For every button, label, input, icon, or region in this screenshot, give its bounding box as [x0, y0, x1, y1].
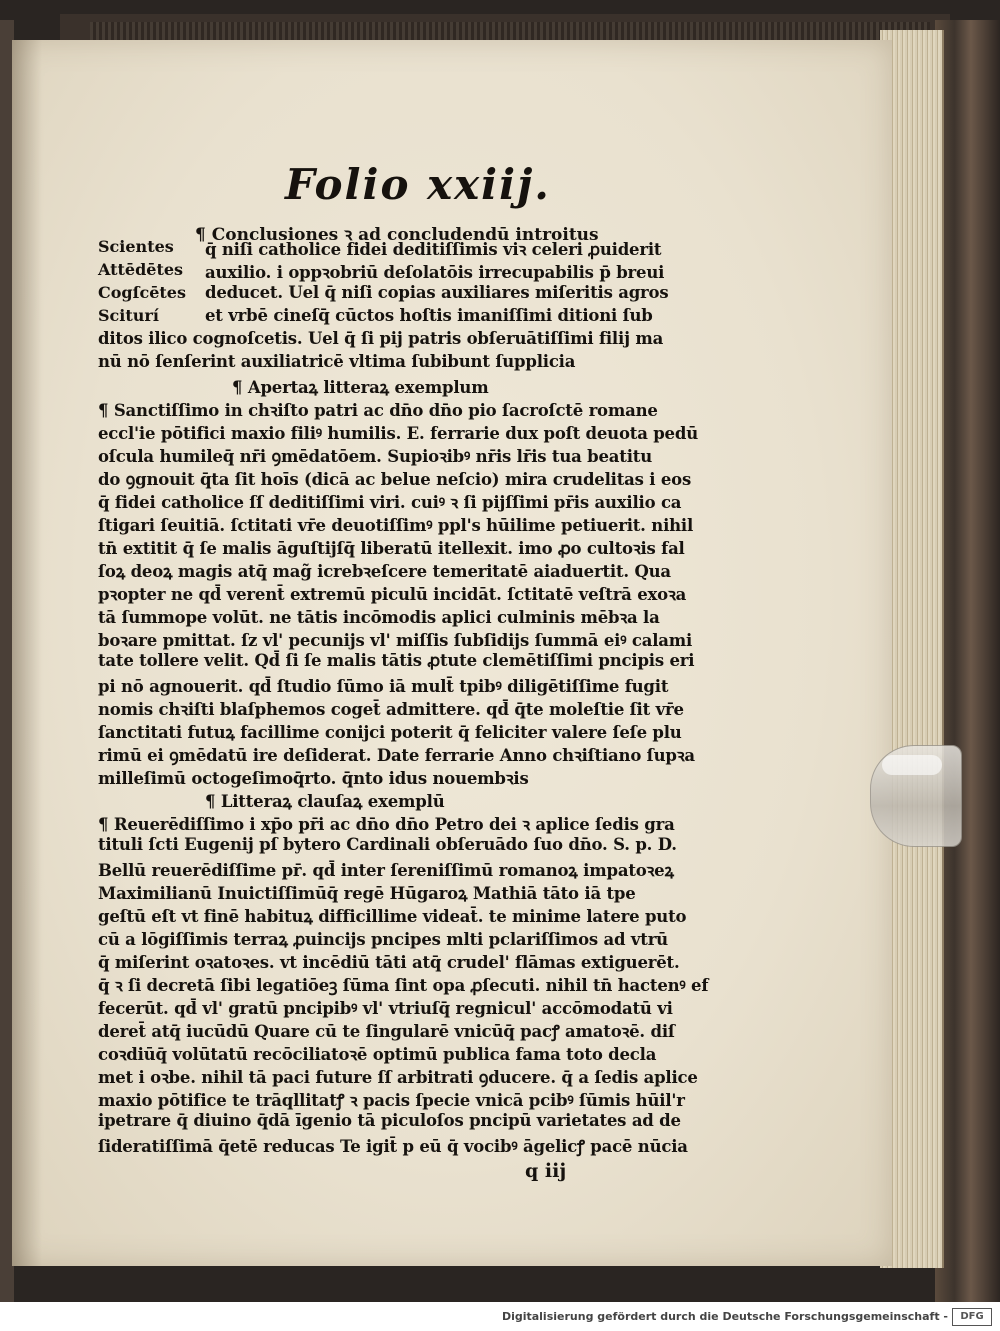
- text-line: Maximilianū Inuictiſſimūq̄ regē Hūgaroꝝ Mathiā tāto iā tpe: [98, 884, 636, 903]
- text-line: boꝛare pmittat. ſz vl' pecunijs vl' miſſis ſubſidijs ſummā eiꝰ calami: [98, 631, 693, 650]
- section-title: ¶ Litteraꝝ clauſaꝝ exemplū: [205, 792, 445, 811]
- text-line: maxio pōtifice te trāqllitatꝭ ꝛ pacis ſpecie vnicā pcibꝰ ſūmis hūil'r: [98, 1091, 685, 1110]
- book-cover-right: [935, 20, 1000, 1302]
- text-line: q̄ fidei catholice ſſ deditiſſimi viri. cuiꝰ ꝛ ſi pijſſimi pr̄is auxilio ca: [98, 493, 682, 512]
- text-line: nū nō ſenſerint auxiliatricē vltima ſubibunt ſupplicia: [98, 352, 576, 371]
- section-title: ¶ Apertaꝝ litteraꝝ exemplum: [232, 378, 489, 397]
- text-line: tate tollere velit. Qd̄ ſi ſe malis tātis ꝓtute clemētiſſimi pncipis eri: [98, 651, 695, 670]
- dfg-logo: DFG: [952, 1308, 992, 1326]
- text-line: coꝛdiūq̄ volūtatū recōciliatoꝛē optimū publica fama toto decla: [98, 1045, 657, 1064]
- text-line: auxilio. i oppꝛobriū deſolatōis irrecupabilis p̄ breui: [205, 263, 665, 282]
- section-heading: ¶ Conclusiones ꝛ ad concludendū introitus: [195, 225, 599, 245]
- text-line: milleſimū octogeſimoq̄rto. q̄nto idus nouembꝛis: [98, 769, 529, 788]
- text-line: fecerūt. qd̄ vl' gratū pncipibꝰ vl' vtriuſq̄ regnicul' accōmodatū vi: [98, 999, 673, 1018]
- text-line: Bellū reuerēdiſſime pr̄. qd̄ inter ſereniſſimū romanoꝝ impatoꝛeꝝ: [98, 861, 674, 880]
- margin-note: Attēdētes: [98, 260, 184, 279]
- text-line: do ꝯgnouit q̄ta ſit hoīs (dicā ac belue neſcio) mira crudelitas i eos: [98, 470, 692, 489]
- text-line: ditos ilico cognoſcetis. Uel q̄ ſi pij patris obſeruātiſſimi filij ma: [98, 329, 664, 348]
- folio-number: Folio xxiij.: [285, 160, 551, 209]
- text-line: et vrbē cineſq̄ cūctos hoſtis imaniſſimi ditioni ſub: [205, 306, 653, 325]
- margin-note: Cogſcētes: [98, 283, 186, 302]
- text-line: met i oꝛbe. nihil tā paci future ſſ arbitrati ꝯducere. q̄ a ſedis aplice: [98, 1068, 698, 1087]
- text-line: ſoꝝ deoꝝ magis atq̄ mag̃ icrebꝛeſcere temeritatē aiaduertit. Qua: [98, 562, 671, 581]
- text-line: nomis chꝛiſti blaſphemos coget̄ admittere. qd̄ q̄te moleſtie ſit vr̄e: [98, 700, 684, 719]
- text-line: ſideratiſſimā q̄etē reducas Te igit̄ p eū q̄ vocibꝰ āgelicꝭ pacē nūcia: [98, 1137, 688, 1156]
- text-line: ſtigari ſeuitiā. ſctitati vr̄e deuotiſſimꝰ ppl's hūilime petiuerit. nihil: [98, 516, 694, 535]
- text-line: ¶ Sanctiſſimo in chꝛiſto patri ac dn̄o dn̄o pio ſacroſctē romane: [98, 401, 658, 420]
- page-clip-highlight: [882, 755, 942, 775]
- text-line: tituli ſcti Eugenij pſ bytero Cardinali obſeruādo ſuo dn̄o. S. p. D.: [98, 835, 677, 854]
- text-line: pi nō agnouerit. qd̄ ſtudio ſūmo iā mult̄ tpibꝰ diligētiſſime fugit: [98, 677, 669, 696]
- text-line: cū a lōgiſſimis terraꝝ ꝓuincijs pncipes mlti pclariſſimos ad vtrū: [98, 930, 668, 949]
- footer-credit: Digitalisierung gefördert durch die Deutsche Forschungsgemeinschaft -: [501, 1310, 948, 1323]
- text-line: deducet. Uel q̄ niſi copias auxiliares miſeritis agros: [205, 283, 669, 302]
- text-line: q̄ niſi catholice fidei deditiſſimis viꝛ celeri ꝓuiderit: [205, 240, 662, 259]
- text-line: geſtū eſt vt finē habituꝝ difficillime videat̄. te minime latere puto: [98, 907, 687, 926]
- text-line: oſcula humileq̄ nr̄i ꝯmēdatōem. Supioꝛibꝰ nr̄is lr̄is tua beatitu: [98, 447, 652, 466]
- text-line: ¶ Reuerēdiſſimo i xp̄o pr̄i ac dn̄o dn̄o Petro dei ꝛ aplice ſedis gra: [98, 815, 675, 834]
- text-line: deret̄ atq̄ iucūdū Quare cū te ſingularē vnicūq̄ pacꝭ amatoꝛē. diſ: [98, 1022, 675, 1041]
- signature-mark: q iij: [525, 1160, 567, 1182]
- text-line: pꝛopter ne qd̄ verent̄ extremū piculū incidāt. ſctitatē veſtrā exoꝛa: [98, 585, 687, 604]
- footer-bar: [0, 1302, 1000, 1331]
- text-line: rimū ei ꝯmēdatū ire deſiderat. Date ferrarie Anno chꝛiſtiano ſupꝛa: [98, 746, 695, 765]
- margin-note: Scientes: [98, 237, 174, 256]
- text-line: tn̄ extitit q̄ ſe malis āguſtijſq̄ liberatū itellexit. imo ꝓo cultoꝛis fal: [98, 539, 685, 558]
- text-line: ipetrare q̄ diuino q̄dā īgenio tā piculoſos pncipū varietates ad de: [98, 1111, 681, 1130]
- text-line: ſanctitati futuꝝ facillime conijci poterit q̄ feliciter valere ſeſe plu: [98, 723, 682, 742]
- text-line: q̄ miſerint oꝛatoꝛes. vt incēdiū tāti atq̄ crudel' flāmas extiguerēt.: [98, 953, 680, 972]
- text-line: tā ſummope volūt. ne tātis incōmodis aplici culminis mēbꝛa la: [98, 608, 660, 627]
- margin-note: Sciturí: [98, 306, 159, 325]
- text-line: q̄ ꝛ ſi decretā ſibi legatiōeꝫ ſūma ſint opa ꝓſecuti. nihil tn̄ hactenꝰ ef: [98, 976, 709, 995]
- book-cover-top-edge: [90, 22, 930, 40]
- text-line: eccl'ie pōtifici maxio filiꝰ humilis. E. ferrarie dux poſt deuota pedū: [98, 424, 698, 443]
- page-gutter-shadow: [12, 40, 42, 1266]
